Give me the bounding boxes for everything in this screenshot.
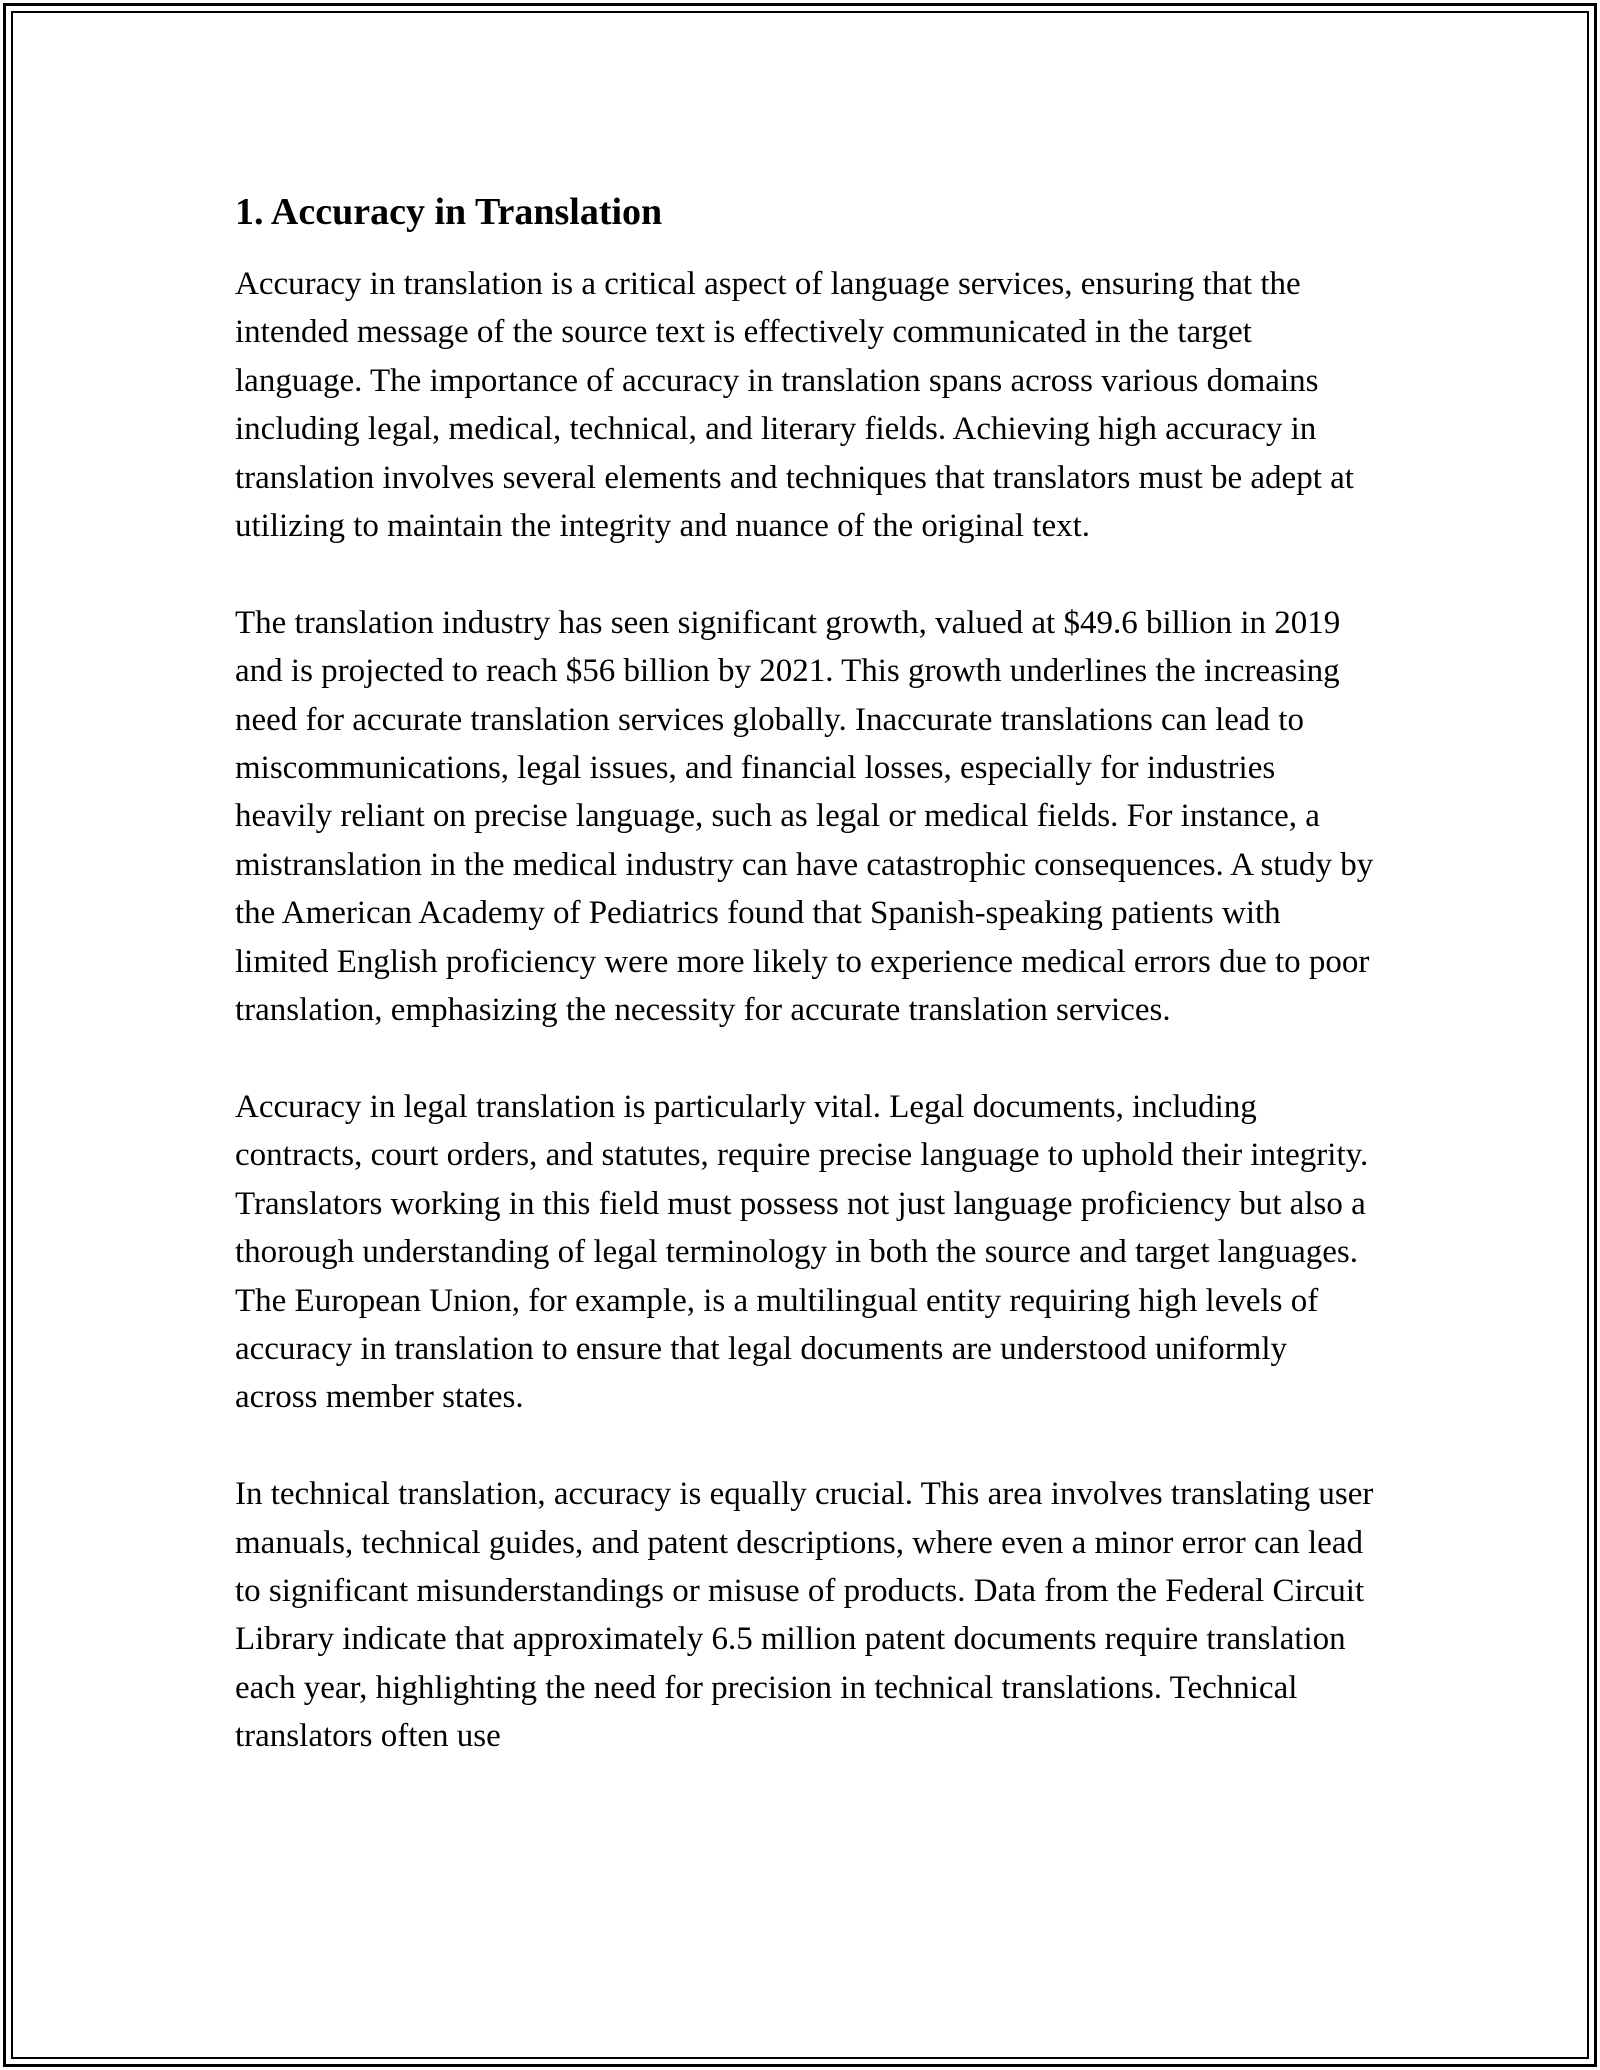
paragraph-legal-translation: Accuracy in legal translation is particularly vital. Legal documents, including contracts, court orders, and statutes, require precise language to uphold their integrity. Translators working in this field must possess not just language proficiency but also a thorough understanding of legal terminology in both the source and target languages. The European Union, for example, is a multilingual entity requiring high levels of accuracy in translation to ensure that legal documents are understood uniformly across member states. (235, 1088, 1369, 1416)
paragraph-intro: Accuracy in translation is a critical aspect of language services, ensuring that the intended message of the source text is effectively communicated in the target language. The importance of accuracy in translation spans across various domains including legal, medical, technical, and literary fields. Achieving high accuracy in translation involves several elements and techniques that translators must be adept at utilizing to maintain the integrity and nuance of the original text. (235, 266, 1354, 545)
document-body (235, 186, 1375, 1761)
paragraph-industry-growth: The translation industry has seen significant growth, valued at $49.6 billion in 2019 and is projected to reach $56 billion by 2021. This growth underlines the increasing need for accurate translation services globally. Inaccurate translations can lead to miscommunications, legal issues, and financial losses, especially for industries heavily reliant on precise language, such as legal or medical fields. For instance, a mistranslation in the medical industry can have catastrophic consequences. A study by the American Academy of Pediatrics found that Spanish-speaking patients with limited English proficiency were more likely to experience medical errors due to poor translation, emphasizing the necessity for accurate translation services. (235, 604, 1374, 1029)
paragraph-technical-translation: In technical translation, accuracy is equally crucial. This area involves translating user manuals, technical guides, and patent descriptions, where even a minor error can lead to significant misunderstandings or misuse of products. Data from the Federal Circuit Library indicate that approximately 6.5 million patent documents require translation each year, highlighting the need for precision in technical translations. Technical translators often use (235, 1476, 1374, 1755)
section-heading: 1. Accuracy in Translation (235, 191, 663, 233)
